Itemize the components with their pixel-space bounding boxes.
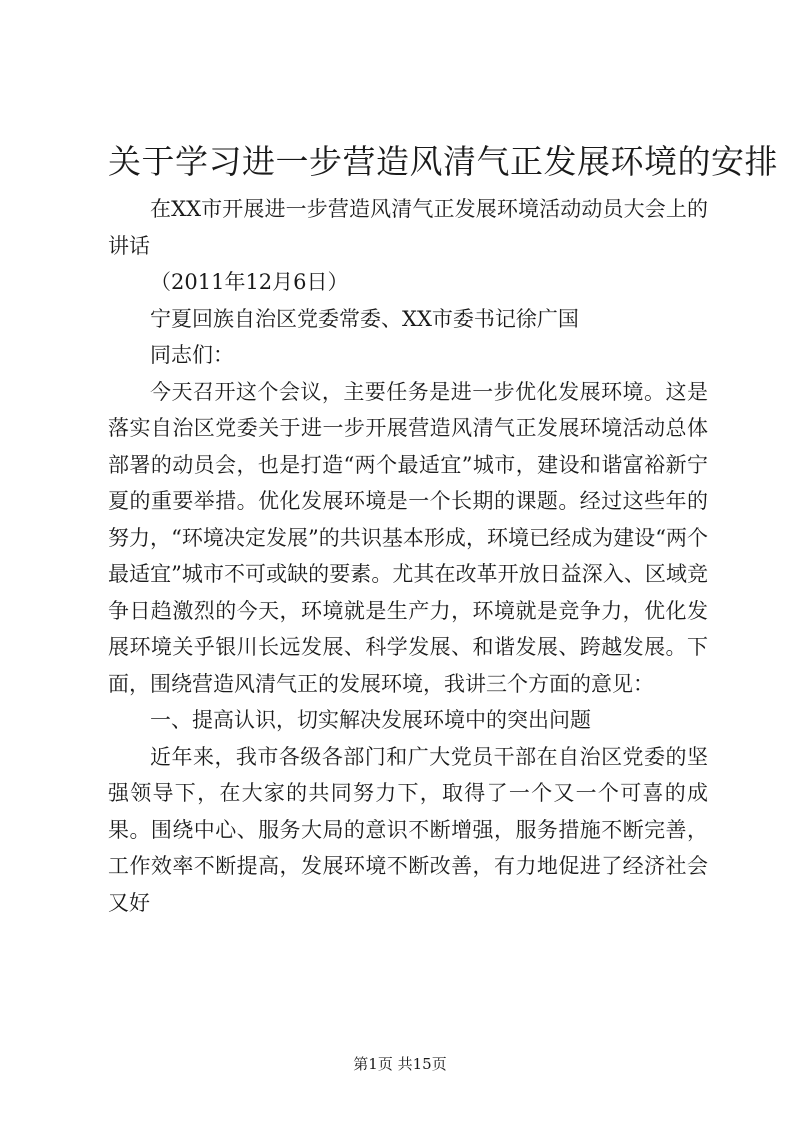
paragraph-section-one: 近年来，我市各级各部门和广大党员干部在自治区党委的坚强领导下，在大家的共同努力下，取得了一个又一个可喜的成果。围绕中心、服务大局的意识不断增强，服务措施不断完善，工作效率不断提高，发展环境不断改善，有力地促进了经济社会又好: [108, 744, 708, 915]
speech-date: （2011年12月6日）: [150, 270, 349, 294]
document-title: 关于学习进一步营造风清气正发展环境的安排: [108, 142, 778, 181]
paragraph-intro: 今天召开这个会议，主要任务是进一步优化发展环境。这是落实自治区党委关于进一步开展营造风清气正发展环境活动总体部署的动员会，也是打造“两个最适宜”城市，建设和谐富裕新宁夏的重要举措。优化发展环境是一个长期的课题。经过这些年的努力，“环境决定发展”的共识基本形成，环境已经成为建设“两个最适宜”城市不可或缺的要素。尤其在改革开放日益深入、区域竞争日趋激烈的今天，环境就是生产力，环境就是竞争力，优化发展环境关乎银川长远发展、科学发展、和谐发展、跨越发展。下面，围绕营造风清气正的发展环境，我讲三个方面的意见：: [108, 379, 708, 696]
section-heading: 一、提高认识，切实解决发展环境中的突出问题: [150, 708, 591, 732]
speaker-line: 宁夏回族自治区党委常委、XX市委书记徐广国: [150, 306, 579, 331]
speech-subtitle: 在XX市开展进一步营造风清气正发展环境活动动员大会上的讲话: [108, 197, 708, 258]
document-body: [108, 191, 708, 921]
salutation: 同志们：: [150, 343, 234, 367]
page-number-footer: 第1页 共15页: [353, 1055, 447, 1073]
